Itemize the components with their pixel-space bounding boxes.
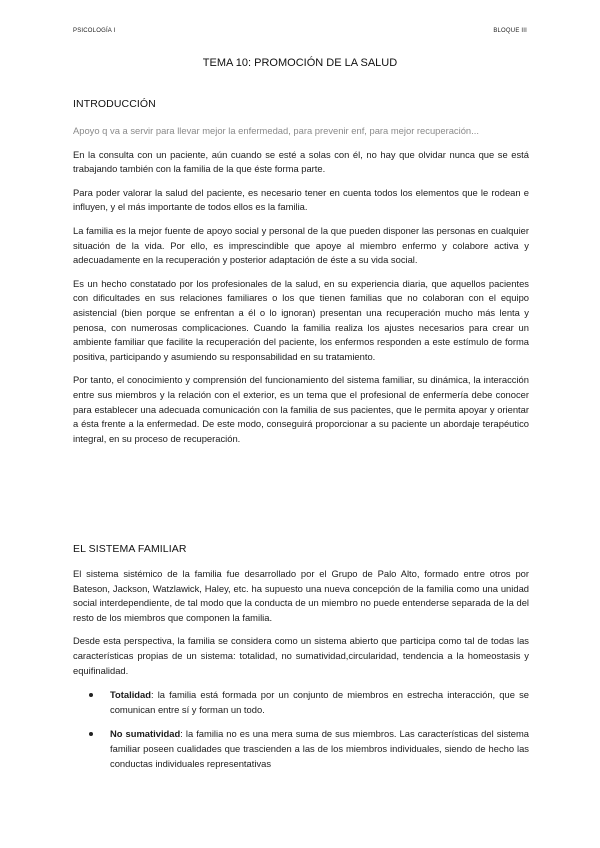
handwritten-note: Apoyo q va a servir para llevar mejor la enfermedad, para prevenir enf, para mejor recuperación... [73,125,479,136]
bullet-icon [89,732,93,736]
paragraph: Para poder valorar la salud del paciente, es necesario tener en cuenta todos los elementos que le rodean e influyen, y el más importante de todos ellos es la familia. [73,186,529,213]
paragraph: En la consulta con un paciente, aún cuando se esté a solas con él, no hay que olvidar nunca que se está trabajando también con la familia de la que éste forma parte. [73,148,529,175]
bullet-term: Totalidad [110,689,151,701]
paragraph: El sistema sistémico de la familia fue desarrollado por el Grupo de Palo Alto, formado entre otros por Bateson, Jackson, Watzlawick, Haley, etc. ha supuesto una nueva concepción de la familia como una unidad social interdependiente, de tal modo que la conducta de un miembro no puede entenderse separada de la del resto de los miembros que componen la familia. [73,568,529,623]
section-introduccion [73,98,529,446]
bullet-term: No sumatividad [110,728,181,740]
bullet-text: : la familia no es una mera suma de sus miembros. Las características del sistema familiar poseen cualidades que trascienden a las de los miembros individuales, siendo de hecho las conductas individuales representativas [110,728,529,769]
page-title: TEMA 10: PROMOCIÓN DE LA SALUD [202,57,398,69]
list-item [73,688,529,717]
paragraph: Es un hecho constatado por los profesionales de la salud, en su experiencia diaria, que aquellos pacientes con dificultades en sus relaciones familiares o los que tienen familias que no colaboran con el equipo asistencial (bien porque se enfrentan a él o lo ignoran) presentan una recuperación mucho más lenta y penosa, con numerosas complicaciones. Cuando la familia realiza los ajustes necesarios para crear un ambiente familiar que facilite la recuperación del paciente, los enfermos responden a este estímulo de forma positiva, participando y asumiendo su responsabilidad en su tratamiento. [73,277,529,362]
paragraph: Desde esta perspectiva, la familia se considera como un sistema abierto que participa como tal de todas las características propias de un sistema: totalidad, no sumatividad,circularidad, tendencia a la homeostasis y equifinalidad. [73,635,529,676]
running-header-block: BLOQUE III [493,28,527,34]
bullet-icon [89,693,93,697]
section-heading: INTRODUCCIÓN [73,98,156,110]
list-item [73,727,529,771]
section-sistema-familiar [73,543,529,771]
paragraph: Por tanto, el conocimiento y comprensión del funcionamiento del sistema familiar, su dinámica, la interacción entre sus miembros y la relación con el exterior, es un tema que el profesional de enfermería debe conocer para establecer una adecuada comunicación con la familia de sus pacientes, que le permita apoyar y orientar a ésta frente a la enfermedad. De este modo, conseguirá proporcionar a su paciente un abordaje terapéutico integral, en su proceso de recuperación. [73,374,529,444]
bullet-text: : la familia está formada por un conjunto de miembros en estrecha interacción, que se comunican entre sí y forman un todo. [110,689,529,715]
section-heading: EL SISTEMA FAMILIAR [73,543,187,555]
running-header-subject: PSICOLOGÍA I [73,28,116,34]
paragraph: La familia es la mejor fuente de apoyo social y personal de la que pueden disponer las personas en cualquier situación de la vida. Por ello, es imprescindible que apoye al miembro enfermo y colabore activa y adecuadamente en la recuperación y posterior adaptación de éste a su vida social. [73,224,529,266]
characteristics-list [73,688,529,771]
